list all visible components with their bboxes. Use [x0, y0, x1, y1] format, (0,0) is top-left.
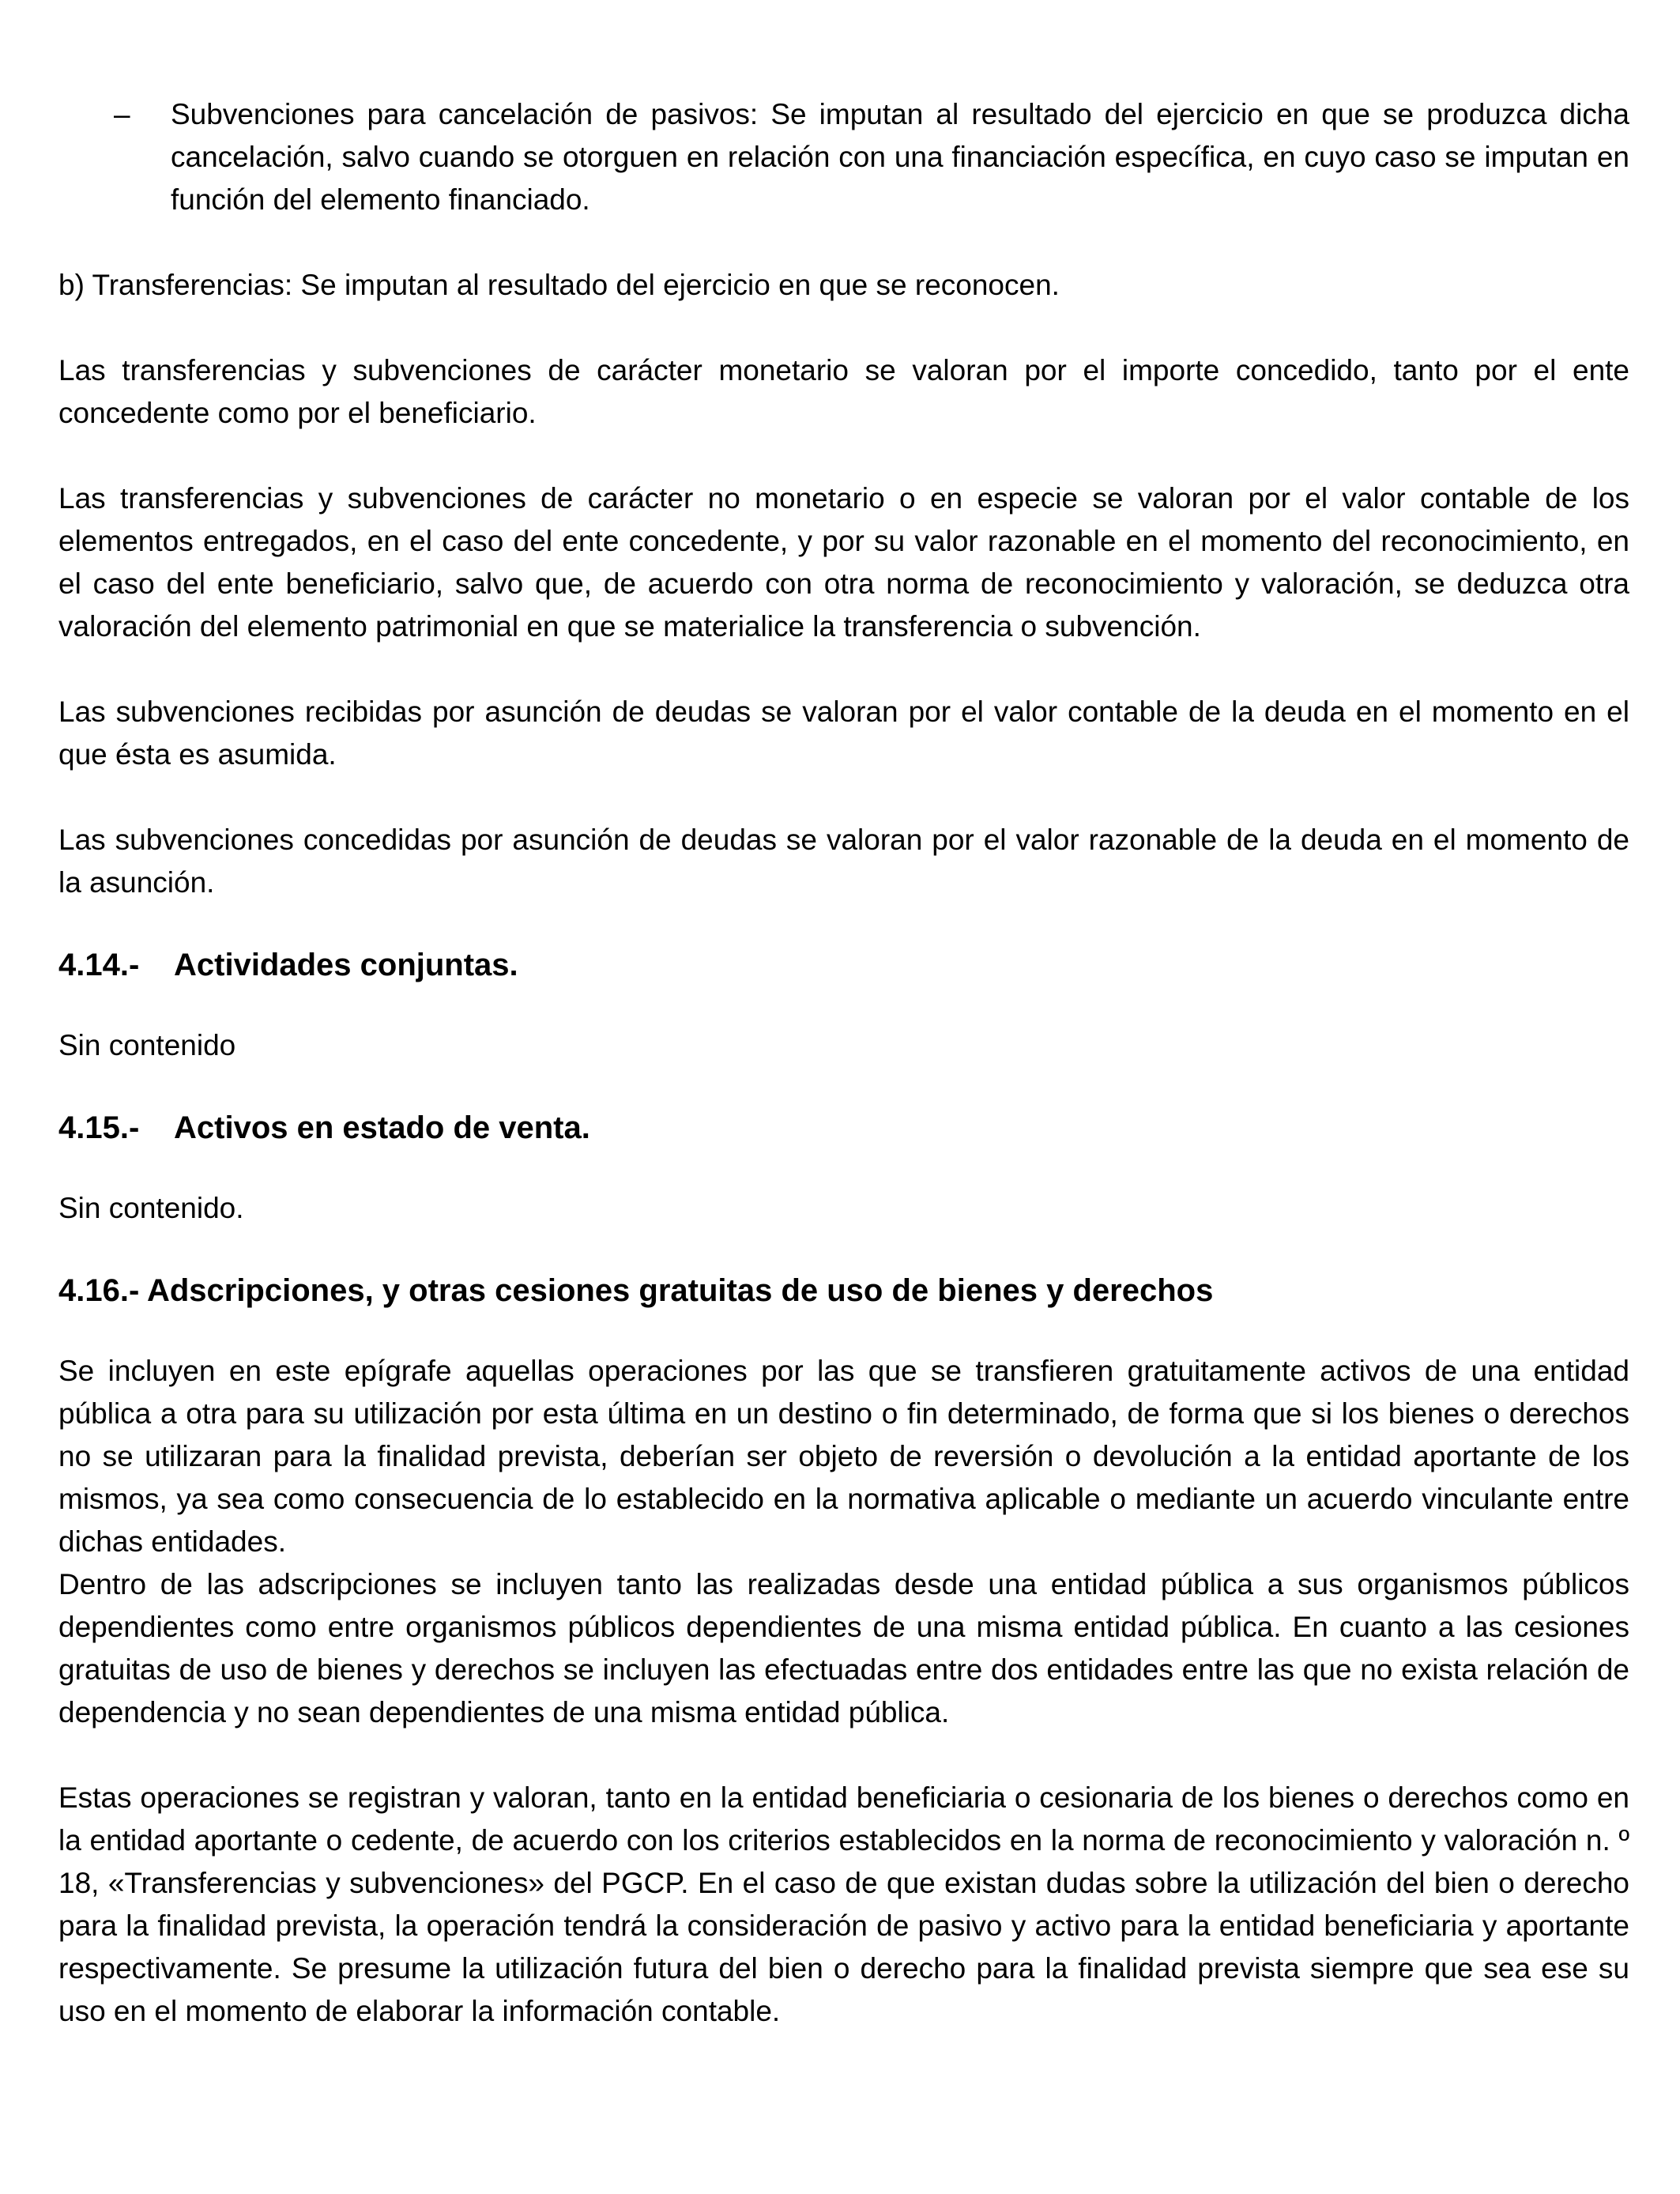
section-4-16-paragraph-3: Estas operaciones se registran y valoran, tanto en la entidad beneficiaria o cesionaria de los bienes o derechos como en la entidad aportante o cedente, de acuerdo con los criterios establecidos en la norma de reconocimiento y valoración n. º 18, «Transferencias y subvenciones» del PGCP. En el caso de que existan dudas sobre la utilización del bien o derecho para la finalidad prevista, la operación tendrá la consideración de pasivo y activo para la entidad beneficiaria y aportante respectivamente. Se presume la utilización futura del bien o derecho para la finalidad prevista siempre que sea ese su uso en el momento de elaborar la información contable. [58, 1781, 1629, 2027]
heading-4-14 [58, 944, 1629, 986]
heading-number: 4.16.- [58, 1273, 140, 1308]
paragraph-monetario: Las transferencias y subvenciones de carácter monetario se valoran por el importe concedido, tanto por el ente concedente como por el beneficiario. [58, 354, 1629, 429]
section-4-14-body: Sin contenido [58, 1029, 236, 1061]
paragraph-transferencias: b) Transferencias: Se imputan al resultado del ejercicio en que se reconocen. [58, 269, 1060, 301]
section-4-15-body: Sin contenido. [58, 1192, 244, 1224]
paragraph-subvenciones-concedidas: Las subvenciones concedidas por asunción de deudas se valoran por el valor razonable de la deuda en el momento de la asunción. [58, 824, 1629, 899]
heading-4-16 [58, 1269, 1629, 1312]
bullet-dash: – [114, 98, 130, 130]
heading-title: Actividades conjuntas. [174, 948, 518, 982]
bullet-text: Subvenciones para cancelación de pasivos: Se imputan al resultado del ejercicio en que se produzca dicha cancelación, salvo cuando se otorguen en relación con una financiación específica, en cuyo caso se imputan en función del elemento financiado. [171, 98, 1629, 216]
heading-title: Adscripciones, y otras cesiones gratuitas de uso de bienes y derechos [146, 1273, 1214, 1308]
section-4-16-paragraph-1: Se incluyen en este epígrafe aquellas operaciones por las que se transfieren gratuitamente activos de una entidad pública a otra para su utilización por esta última en un destino o fin determinado, de forma que si los bienes o derechos no se utilizaran para la finalidad prevista, deberían ser objeto de reversión o devolución a la entidad aportante de los mismos, ya sea como consecuencia de lo establecido en la normativa aplicable o mediante un acuerdo vinculante entre dichas entidades. [58, 1355, 1629, 1558]
document-page [58, 93, 1629, 2033]
heading-4-15 [58, 1106, 1629, 1149]
paragraph-subvenciones-recibidas: Las subvenciones recibidas por asunción de deudas se valoran por el valor contable de la deuda en el momento en el que ésta es asumida. [58, 696, 1629, 771]
heading-title: Activos en estado de venta. [174, 1110, 590, 1145]
section-4-16-paragraph-2: Dentro de las adscripciones se incluyen tanto las realizadas desde una entidad pública a sus organismos públicos dependientes como entre organismos públicos dependientes de una misma entidad pública. En cuanto a las cesiones gratuitas de uso de bienes y derechos se incluyen las efectuadas entre dos entidades entre las que no exista relación de dependencia y no sean dependientes de una misma entidad pública. [58, 1568, 1629, 1728]
paragraph-no-monetario: Las transferencias y subvenciones de carácter no monetario o en especie se valoran por el valor contable de los elementos entregados, en el caso del ente concedente, y por su valor razonable en el momento del reconocimiento, en el caso del ente beneficiario, salvo que, de acuerdo con otra norma de reconocimiento y valoración, se deduzca otra valoración del elemento patrimonial en que se materialice la transferencia o subvención. [58, 482, 1629, 643]
heading-number: 4.15.- [58, 1110, 140, 1145]
heading-number: 4.14.- [58, 948, 140, 982]
bullet-item-cancelacion-pasivos [58, 93, 1629, 221]
